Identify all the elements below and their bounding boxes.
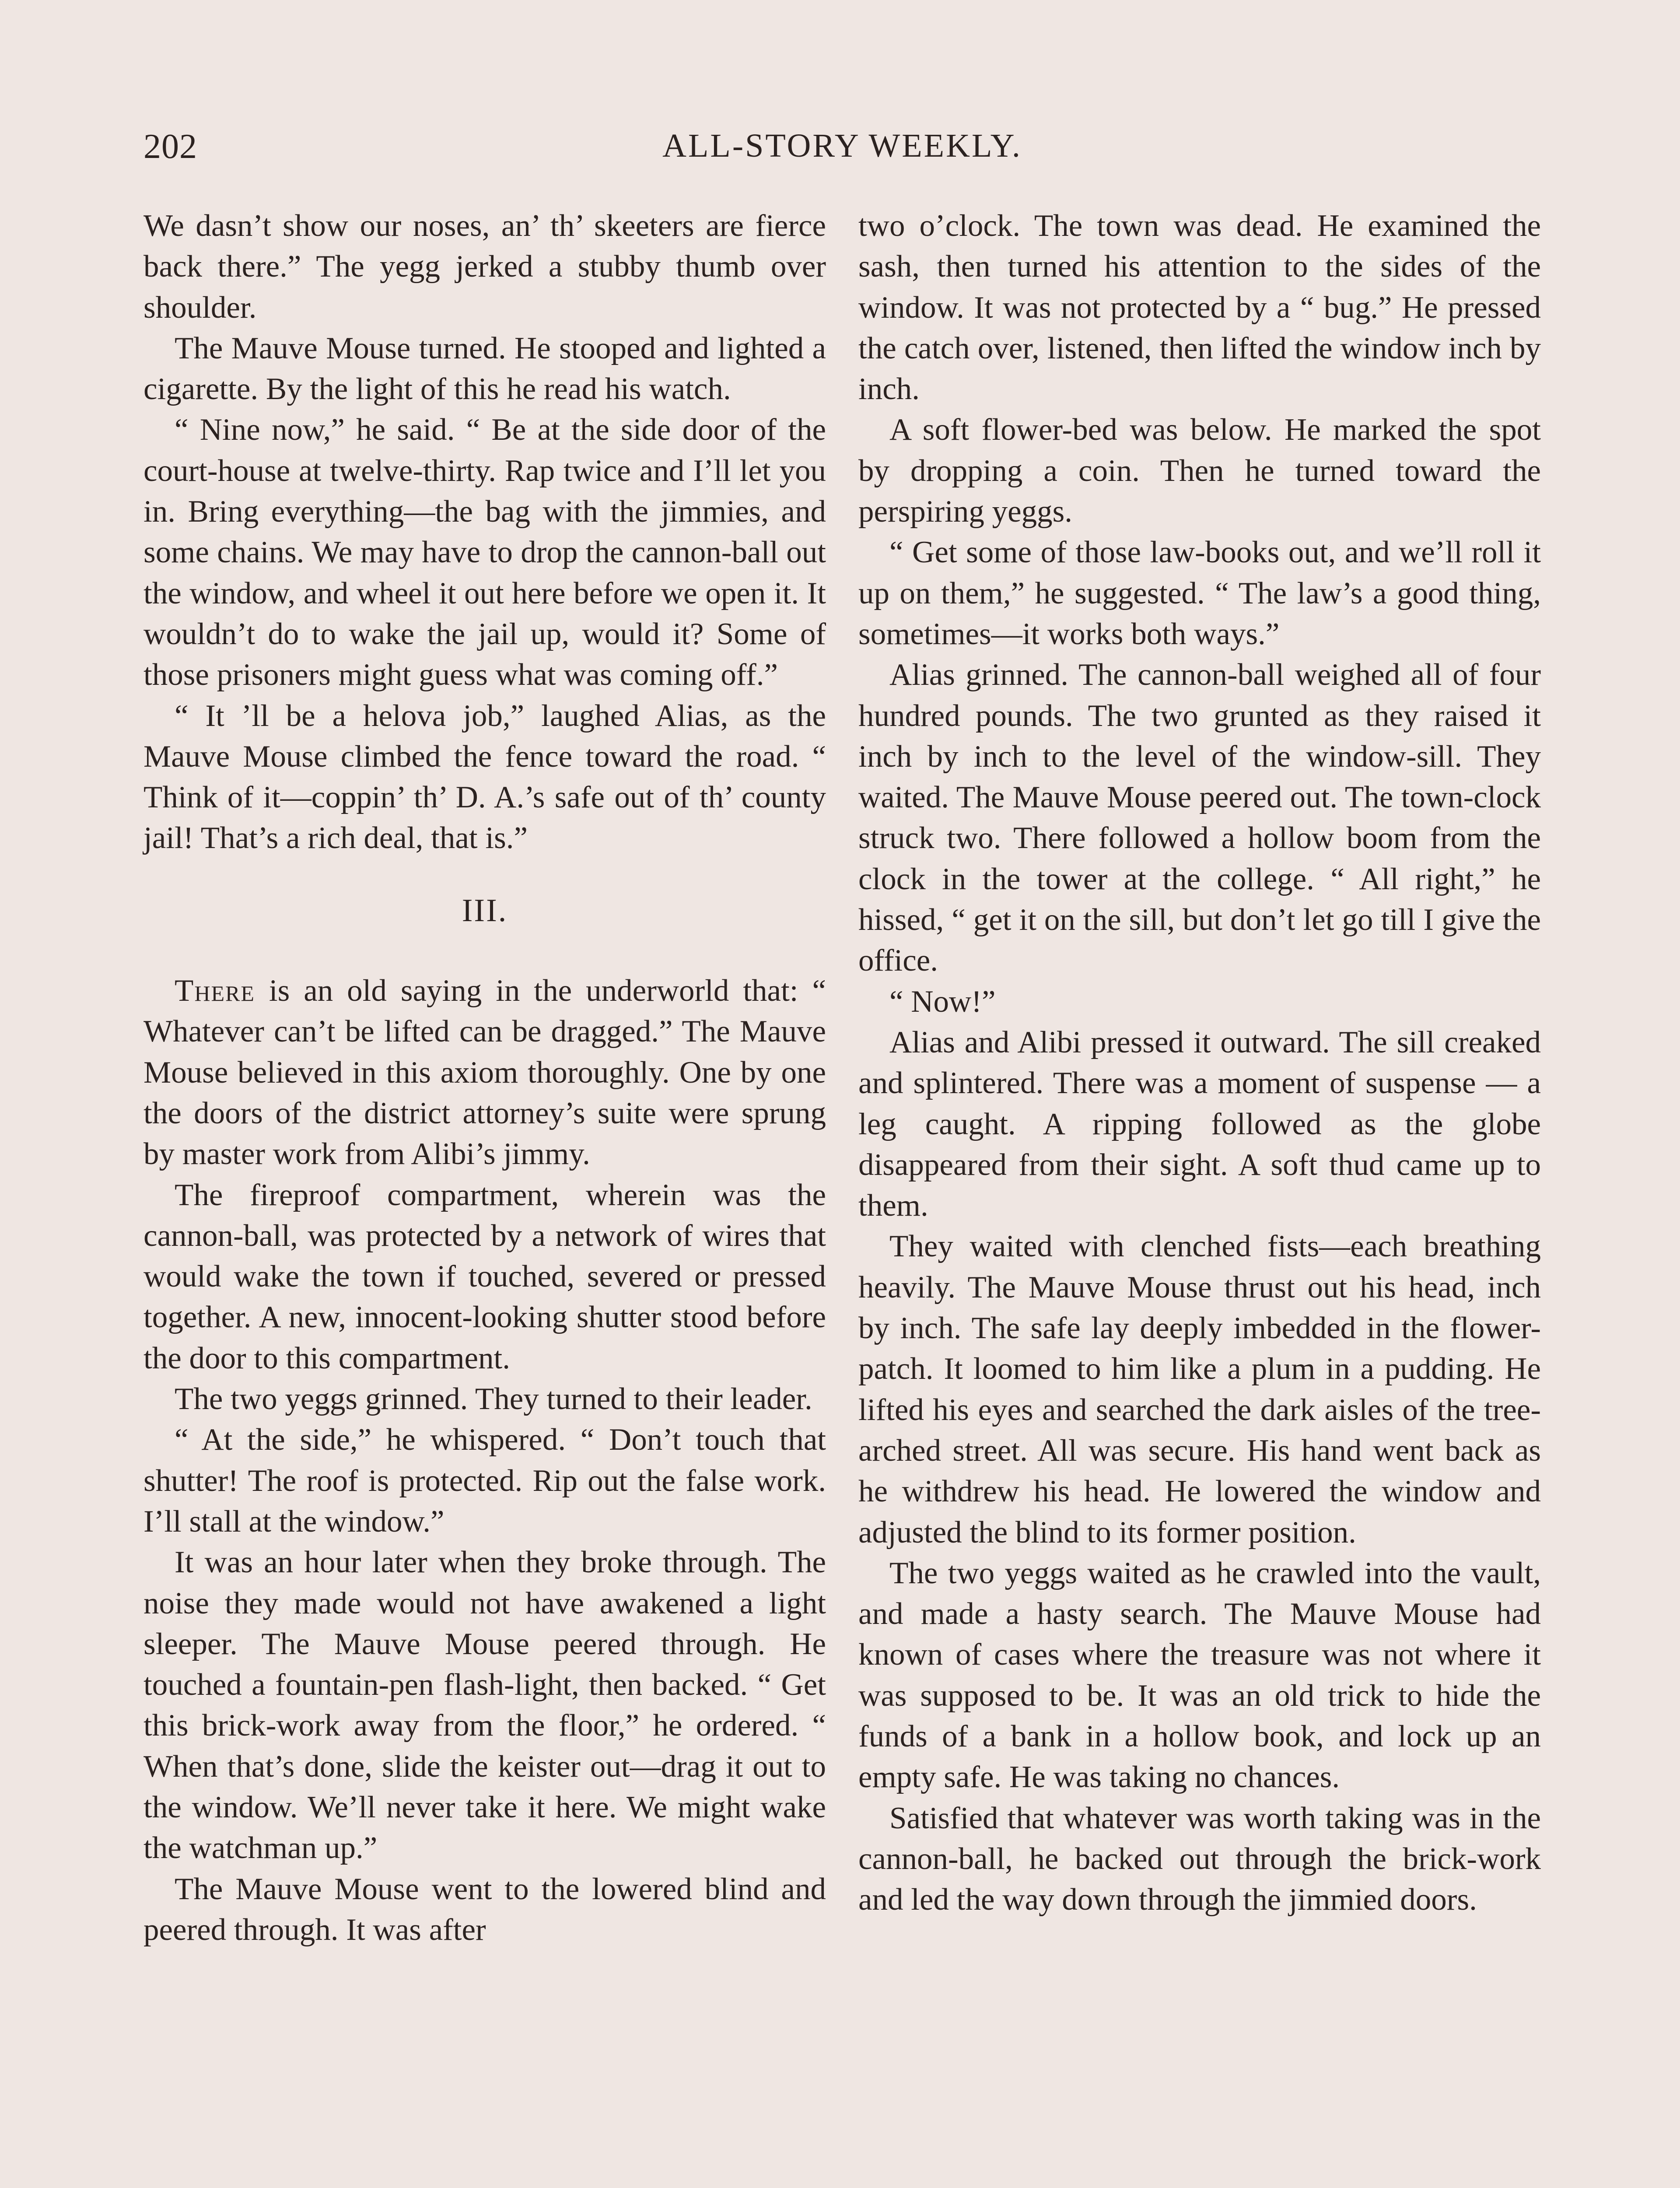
paragraph: The Mauve Mouse turned. He stooped and lighted a cigarette. By the light of this he read his watch. xyxy=(144,331,826,407)
left-column xyxy=(144,206,826,1950)
paragraph: It was an hour later when they broke through. The noise they made would not have awakened a light sleeper. The Mauve Mouse peered through. He touched a fountain-pen flash-light, then backed. “ Get this brick-work away from the floor,” he ordered. “ When that’s done, slide the keister out—drag it out to the window. We’ll never take it here. We might wake the watchman up.” xyxy=(144,1545,826,1865)
section-heading: III. xyxy=(462,892,508,929)
paragraph: They waited with clenched fists—each breathing heavily. The Mauve Mouse thrust out his head, inch by inch. The safe lay deeply imbedded in the flower-patch. It loomed to him like a plum in a pudding. He lifted his eyes and searched the dark aisles of the tree-arched street. All was secure. His hand went back as he withdrew his head. He lowered the window and adjusted the blind to its former position. xyxy=(858,1229,1541,1550)
paragraph: “ It ’ll be a helova job,” laughed Alias, as the Mauve Mouse climbed the fence toward the road. “ Think of it—coppin’ th’ D. A.’s safe out of th’ county jail! That’s a rich deal, that is.” xyxy=(144,698,826,856)
paragraph: two o’clock. The town was dead. He examined the sash, then turned his attention to the sides of the window. It was not protected by a “ bug.” He pressed the catch over, listened, then lifted the window inch by inch. xyxy=(858,209,1541,407)
page-number: 202 xyxy=(144,127,197,166)
paragraph: We dasn’t show our noses, an’ th’ skeeters are fierce back there.” The yegg jerked a stubby thumb over shoulder. xyxy=(144,209,826,325)
paragraph: The Mauve Mouse went to the lowered blind and peered through. It was after xyxy=(144,1872,826,1947)
page-header xyxy=(140,127,1544,175)
paragraph: The fireproof compartment, wherein was the cannon-ball, was protected by a network of wires that would wake the town if touched, severed or pressed together. A new, innocent-looking shutter stood before the door to this compartment. xyxy=(144,1178,826,1375)
paragraph: “ Nine now,” he said. “ Be at the side door of the court-house at twelve-thirty. Rap twice and I’ll let you in. Bring everything—the bag with the jimmies, and some chains. We may have to drop the cannon-ball out the window, and wheel it out here before we open it. It wouldn’t do to wake the jail up, would it? Some of those prisoners might guess what was coming off.” xyxy=(144,413,826,692)
paragraph: “ Now!” xyxy=(889,984,996,1019)
paragraph: The two yeggs waited as he crawled into the vault, and made a hasty search. The Mauve Mouse had known of cases where the treasure was not where it was supposed to be. It was an old trick to hide the funds of a bank in a hollow book, and lock up an empty safe. He was taking no chances. xyxy=(858,1556,1541,1795)
paragraph: A soft flower-bed was below. He marked the spot by dropping a coin. Then he turned toward the perspiring yeggs. xyxy=(858,413,1541,529)
paragraph: Alias and Alibi pressed it outward. The sill creaked and splintered. There was a moment of suspense — a leg caught. A ripping followed as the globe disappeared from their sight. A soft thud came up to them. xyxy=(858,1025,1541,1223)
paragraph: Alias grinned. The cannon-ball weighed all of four hundred pounds. The two grunted as they raised it inch by inch to the level of the window-sill. They waited. The Mauve Mouse peered out. The town-clock struck two. There followed a hollow boom from the clock in the tower at the college. “ All right,” he hissed, “ get it on the sill, but don’t let go till I give the office. xyxy=(858,658,1541,978)
drop-word: There xyxy=(175,974,255,1008)
paragraph: “ Get some of those law-books out, and we’ll roll it up on them,” he suggested. “ The law’s a good thing, sometimes—it works both ways.” xyxy=(858,535,1541,651)
paragraph-text: is an old saying in the underworld that: “ Whatever can’t be lifted can be dragged.” The Mauve Mouse believed in this axiom thoroughly. One by one the doors of the district attorney’s suite were sprung by master work from Alibi’s jimmy. xyxy=(144,974,826,1171)
paragraph: The two yeggs grinned. They turned to their leader. xyxy=(175,1382,812,1417)
paragraph: Satisfied that whatever was worth taking was in the cannon-ball, he backed out through the brick-work and led the way down through the jimmied doors. xyxy=(858,1801,1541,1917)
paragraph xyxy=(144,971,826,1175)
right-column xyxy=(858,206,1541,1920)
running-title: ALL-STORY WEEKLY. xyxy=(662,127,1022,164)
paragraph: “ At the side,” he whispered. “ Don’t touch that shutter! The roof is protected. Rip out the false work. I’ll stall at the window.” xyxy=(144,1423,826,1539)
